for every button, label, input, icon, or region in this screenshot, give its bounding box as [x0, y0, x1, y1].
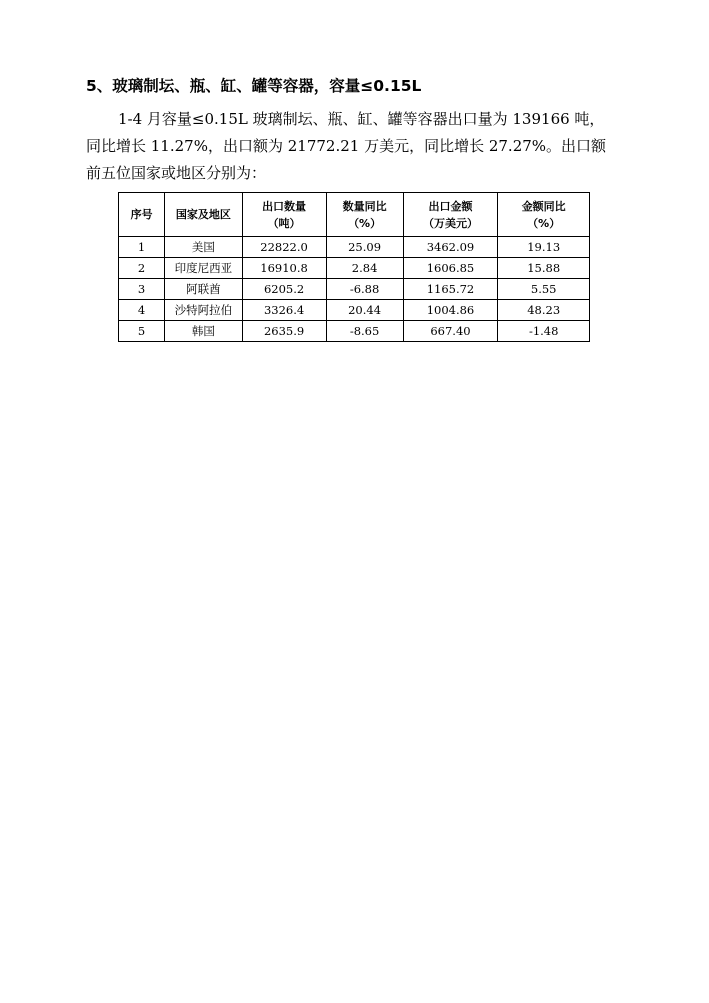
cell-amount: 667.40: [403, 321, 498, 342]
table-row: [119, 279, 590, 300]
cell-amount-yoy: 15.88: [498, 258, 590, 279]
cell-quantity: 16910.8: [242, 258, 326, 279]
cell-index: 4: [119, 300, 165, 321]
cell-index: 1: [119, 237, 165, 258]
cell-quantity-yoy: 20.44: [326, 300, 403, 321]
cell-amount: 3462.09: [403, 237, 498, 258]
table-header-row: [119, 193, 590, 237]
cell-country: 韩国: [165, 321, 242, 342]
cell-quantity-yoy: 2.84: [326, 258, 403, 279]
cell-quantity-yoy: 25.09: [326, 237, 403, 258]
export-table: [118, 192, 590, 342]
cell-index: 5: [119, 321, 165, 342]
summary-paragraph: [86, 106, 638, 187]
cell-amount-yoy: 48.23: [498, 300, 590, 321]
cell-amount: 1606.85: [403, 258, 498, 279]
table-row: [119, 300, 590, 321]
header-export-quantity: 出口数量 （吨）: [242, 193, 326, 237]
cell-quantity-yoy: -6.88: [326, 279, 403, 300]
cell-quantity: 22822.0: [242, 237, 326, 258]
cell-amount-yoy: 5.55: [498, 279, 590, 300]
paragraph-line: 前五位国家或地区分别为：: [86, 164, 267, 182]
paragraph-line: 1-4 月容量≤0.15L 玻璃制坛、瓶、缸、罐等容器出口量为 139166 吨，: [118, 110, 605, 128]
cell-quantity: 6205.2: [242, 279, 326, 300]
cell-country: 沙特阿拉伯: [165, 300, 242, 321]
cell-amount: 1004.86: [403, 300, 498, 321]
cell-country: 印度尼西亚: [165, 258, 242, 279]
cell-quantity-yoy: -8.65: [326, 321, 403, 342]
cell-index: 2: [119, 258, 165, 279]
table-row: [119, 321, 590, 342]
header-country: 国家及地区: [165, 193, 242, 237]
paragraph-line: 同比增长 11.27%，出口额为 21772.21 万美元，同比增长 27.27%。出口额: [86, 137, 607, 155]
cell-quantity: 3326.4: [242, 300, 326, 321]
header-amount-yoy: 金额同比 （%）: [498, 193, 590, 237]
header-quantity-yoy: 数量同比 （%）: [326, 193, 403, 237]
cell-country: 阿联酋: [165, 279, 242, 300]
cell-amount-yoy: -1.48: [498, 321, 590, 342]
table-row: [119, 258, 590, 279]
header-index: 序号: [119, 193, 165, 237]
cell-quantity: 2635.9: [242, 321, 326, 342]
cell-index: 3: [119, 279, 165, 300]
section-heading: 5、玻璃制坛、瓶、缸、罐等容器，容量≤0.15L: [86, 77, 422, 95]
table-row: [119, 237, 590, 258]
cell-amount: 1165.72: [403, 279, 498, 300]
cell-country: 美国: [165, 237, 242, 258]
header-export-amount: 出口金额 （万美元）: [403, 193, 498, 237]
cell-amount-yoy: 19.13: [498, 237, 590, 258]
